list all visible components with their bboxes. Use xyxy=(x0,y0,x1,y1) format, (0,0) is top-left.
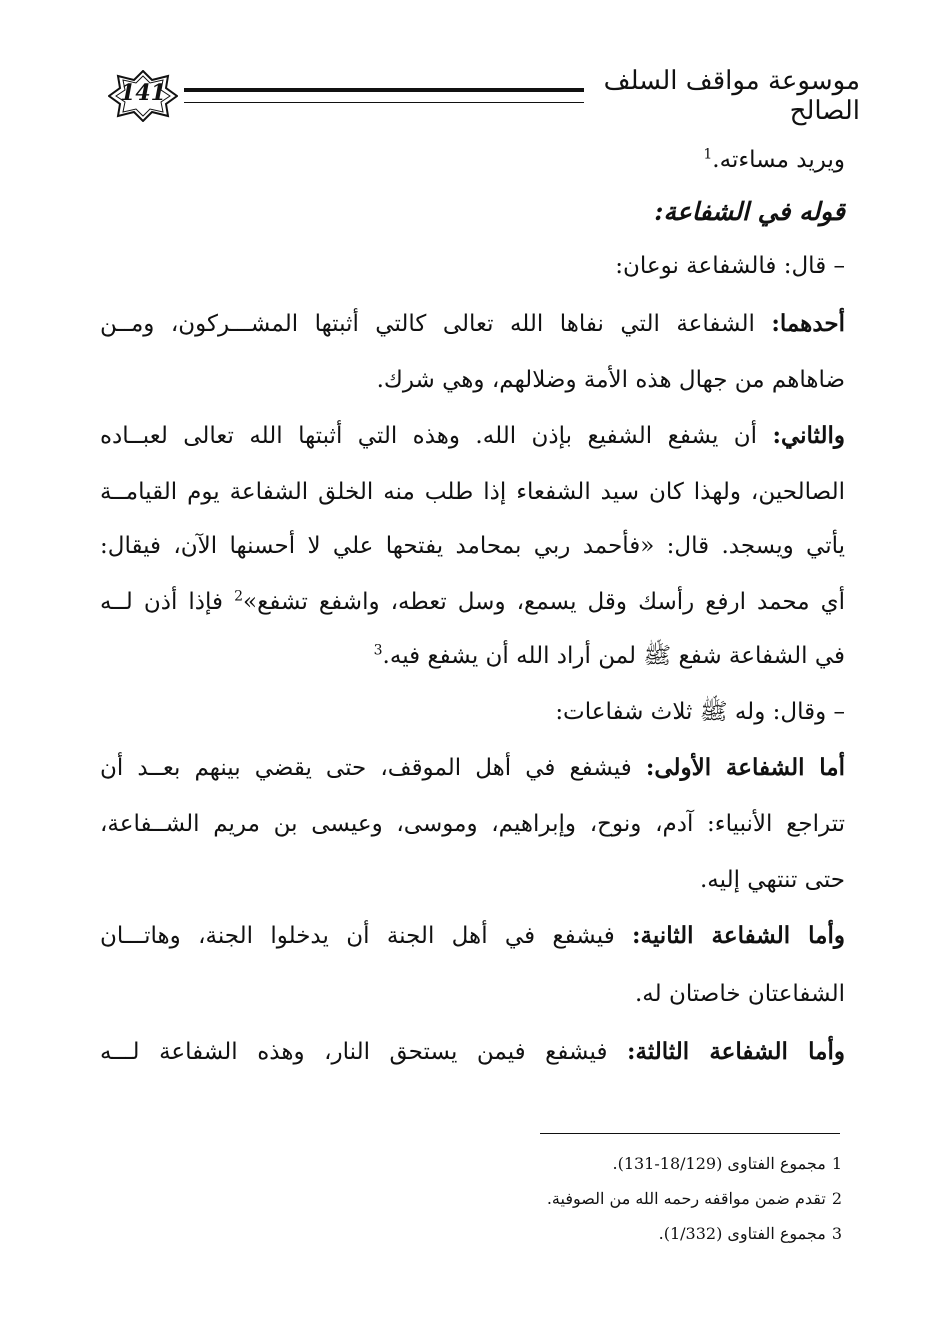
text-line xyxy=(100,1032,845,1072)
page-header xyxy=(100,62,860,132)
text-line xyxy=(100,416,845,456)
line-text: فيشفع في أهل الجنة أن يدخلوا الجنة، وهاتـــان xyxy=(100,923,633,949)
text-line: – وقال: وله ﷺ ثلاث شفاعات: xyxy=(555,699,845,725)
text-line: الشفاعتان خاصتان له. xyxy=(635,981,845,1007)
term-label: أما الشفاعة الأولى: xyxy=(645,754,845,781)
section-heading: قوله في الشفاعة: xyxy=(654,197,845,226)
line-text: أي محمد ارفع رأسك وقل يسمع، وسل تعطه، واشفع تشفع» xyxy=(243,589,845,615)
line-text: فإذا أذن لــه xyxy=(100,589,235,615)
term-label: وأما الشفاعة الثالثة: xyxy=(627,1038,845,1065)
text-line: ضاهاهم من جهال هذه الأمة وضلالهم، وهي شرك. xyxy=(376,367,845,393)
term-label: وأما الشفاعة الثانية: xyxy=(632,922,845,949)
page-number: 141 xyxy=(120,80,166,106)
footnote-text: تقدم ضمن مواقفه رحمه الله من الصوفية. xyxy=(546,1189,826,1208)
line-text: ويريد مساءته. xyxy=(712,147,845,173)
footnote-number: 1 xyxy=(831,1154,842,1173)
footnote-number: 2 xyxy=(831,1189,842,1208)
term-label: أحدهما: xyxy=(771,310,845,337)
line-text: أن يشفع الشفيع بإذن الله. وهذه التي أثبتها الله تعالى لعبــاده xyxy=(100,423,773,449)
page-number-badge xyxy=(108,70,178,122)
text-line: حتى تنتهي إليه. xyxy=(700,867,845,893)
footnote-text: مجموع الفتاوى (18/129-131). xyxy=(612,1154,826,1173)
footnote-ref: 1 xyxy=(703,146,713,163)
footnote-ref: 2 xyxy=(234,588,244,605)
footnote xyxy=(342,1154,842,1173)
text-line: الصالحين، ولهذا كان سيد الشفعاء إذا طلب منه الخلق الشفاعة يوم القيامــة xyxy=(100,479,845,505)
footnote-text: مجموع الفتاوى (1/332). xyxy=(658,1224,826,1243)
text-line xyxy=(100,916,845,956)
text-line: تتراجع الأنبياء: آدم، ونوح، وإبراهيم، وموسى، وعيسى بن مريم الشــفاعة، xyxy=(100,811,845,837)
term-label: والثاني: xyxy=(772,422,845,449)
footnote-number: 3 xyxy=(831,1224,842,1243)
text-line: يأتي ويسجد. قال: «فأحمد ربي بمحامد يفتحها علي لا أحسنها الآن، فيقال: xyxy=(100,533,845,559)
line-text: الشفاعة التي نفاها الله تعالى كالتي أثبتها المشـــركون، ومــن xyxy=(100,311,772,337)
footnote xyxy=(342,1189,842,1208)
footnote xyxy=(342,1224,842,1243)
text-line xyxy=(100,582,845,622)
footnote-rule xyxy=(540,1133,840,1134)
line-text: فيشفع في أهل الموقف، حتى يقضي بينهم بعــد أن xyxy=(100,755,646,781)
text-line xyxy=(100,140,845,180)
header-rule xyxy=(184,88,584,103)
text-line xyxy=(100,304,845,344)
line-text: فيشفع فيمن يستحق النار، وهذه الشفاعة لـــه xyxy=(100,1039,627,1065)
footnote-ref: 3 xyxy=(373,642,383,659)
text-line: – قال: فالشفاعة نوعان: xyxy=(615,253,845,279)
line-text: في الشفاعة شفع ﷺ لمن أراد الله أن يشفع فيه. xyxy=(382,643,845,669)
text-line xyxy=(100,748,845,788)
book-title: موسوعة مواقف السلف الصالح xyxy=(603,66,860,126)
text-line xyxy=(100,636,845,676)
